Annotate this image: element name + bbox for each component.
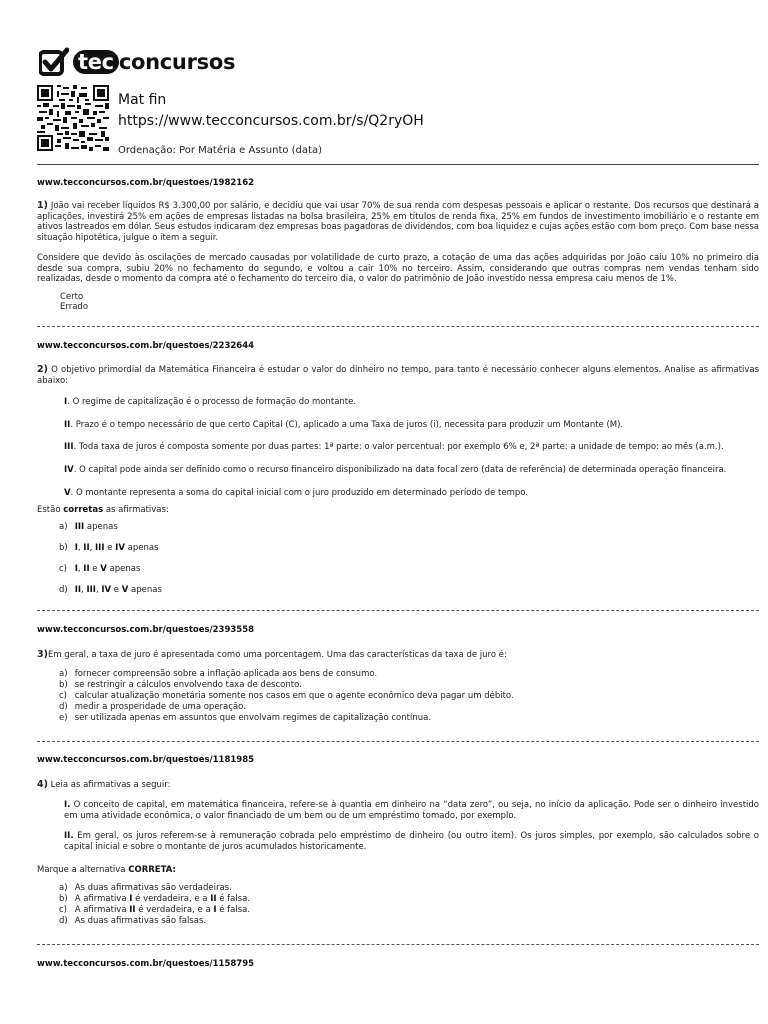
question-number: 4): [37, 779, 48, 790]
option-bold: IV: [101, 585, 112, 595]
tecconcursos-logo[interactable]: [39, 46, 235, 78]
answer-option[interactable]: [59, 894, 759, 905]
answer-option[interactable]: [59, 702, 759, 713]
answer-option[interactable]: [59, 564, 759, 585]
option-text: As duas afirmativas são falsas.: [74, 916, 207, 926]
question-link[interactable]: www.tecconcursos.com.br/questoes/2232644: [37, 341, 255, 351]
option-text: apenas: [84, 522, 118, 532]
option-text: se restringir a cálculos envolvendo taxa de desconto.: [74, 680, 302, 690]
answer-option[interactable]: [59, 905, 759, 916]
answer-option[interactable]: [59, 713, 759, 724]
option-letter: e): [59, 713, 68, 723]
option-text: e: [104, 543, 116, 553]
question-link[interactable]: www.tecconcursos.com.br/questoes/1181985: [37, 755, 255, 765]
option-bold: III: [95, 543, 105, 553]
answer-option[interactable]: [59, 691, 759, 702]
share-url[interactable]: https://www.tecconcursos.com.br/s/Q2ryOH: [118, 113, 424, 129]
option-text: é falsa.: [216, 905, 251, 915]
option-letter: b): [59, 680, 68, 690]
question-divider: [37, 944, 759, 945]
option-text: apenas: [128, 585, 162, 595]
question-divider: [37, 326, 759, 327]
question-3-options: [37, 669, 759, 724]
statement-text: . O capital pode ainda ser definido como o recurso financeiro disponibilizado na data focal zero (data de referência) de determinada operação financeira.: [73, 465, 727, 475]
option-bold: III: [86, 585, 96, 595]
question-3-stem: Em geral, a taxa de juro é apresentada como uma porcentagem. Uma das características da taxa de juro é:: [47, 650, 507, 660]
question-3: [37, 650, 759, 661]
statement-item: [64, 442, 759, 465]
question-4-options: [37, 883, 759, 927]
question-4-stem: Leia as afirmativas a seguir:: [50, 780, 171, 790]
option-text: é verdadeira, e a: [135, 905, 214, 915]
option-bold: III: [74, 522, 85, 532]
statement-text: . Prazo é o tempo necessário de que certo Capital (C), aplicado a uma Taxa de juros (i), necessita para produzir um Montante (M).: [70, 420, 624, 430]
option-text: e: [111, 585, 122, 595]
option-letter: c): [59, 905, 67, 915]
prompt-text: as afirmativas:: [103, 505, 169, 515]
option-letter: a): [59, 522, 68, 532]
question-link[interactable]: www.tecconcursos.com.br/questoes/1158795: [37, 959, 255, 969]
option-bold: I: [74, 564, 78, 574]
question-2-prompt: [37, 505, 759, 516]
prompt-bold: CORRETA:: [128, 865, 176, 875]
header-info: [118, 90, 424, 158]
option-letter: d): [59, 702, 68, 712]
statement-label: I.: [64, 800, 71, 810]
option-bold: V: [100, 564, 107, 574]
option-text: ,: [77, 543, 84, 553]
question-2-stem: [37, 365, 759, 386]
statement-label: IV: [64, 465, 74, 475]
prompt-text: Marque a alternativa: [37, 865, 129, 875]
option-text: As duas afirmativas são verdadeiras.: [74, 883, 232, 893]
answer-option[interactable]: [59, 883, 759, 894]
question-1-statement: Considere que devido às oscilações de mercado causadas por volatilidade de curto prazo, a cotação de uma das ações adquiridas por João caiu 10% no primeiro dia desde sua compra, subiu 20% no fechamento do segundo, e voltou a cair 10% no terceiro. Assim, considerando que outras compras nem vendas tenham sido realizadas, desde o momento da compra até o fechamento do terceiro dia, o valor do patrimônio de João investido nessa empresa caiu menos de 1%.: [37, 253, 759, 284]
option-letter: b): [59, 543, 68, 553]
statement-label: I: [64, 397, 68, 407]
answer-option[interactable]: [59, 669, 759, 680]
option-bold: I: [129, 894, 133, 904]
option-text: medir a prosperidade de uma operação.: [74, 702, 246, 712]
question-1-options: [37, 292, 759, 313]
statement-text: . O montante representa a soma do capital inicial com o juro produzido em determinado período de tempo.: [70, 488, 528, 498]
question-divider: [37, 610, 759, 611]
answer-option[interactable]: [59, 522, 759, 543]
statement-text: O conceito de capital, em matemática financeira, refere-se à quantia em dinheiro na “data zero”, ou seja, no início da aplicação. Pode ser o dinheiro investido em uma atividade econômica, o valor financiado de um bem ou de um empréstimo tomado, por exemplo.: [64, 800, 759, 821]
option-bold: V: [121, 585, 129, 595]
option-certo[interactable]: Certo: [60, 291, 84, 302]
option-text: A afirmativa: [74, 894, 130, 904]
option-letter: d): [59, 916, 68, 926]
option-text: apenas: [124, 543, 159, 553]
statement-label: II.: [64, 831, 74, 841]
brand-prefix: tec: [73, 50, 119, 74]
statement-item: [64, 800, 759, 821]
option-bold: II: [74, 585, 82, 595]
question-1: [37, 201, 759, 313]
header-divider: [37, 164, 759, 165]
statement-label: V: [64, 488, 71, 498]
statement-item: [64, 465, 759, 488]
option-bold: IV: [115, 543, 125, 553]
option-text: é verdadeira, e a: [132, 894, 211, 904]
option-text: ,: [89, 543, 96, 553]
question-link[interactable]: www.tecconcursos.com.br/questoes/2393558: [37, 625, 255, 635]
question-2: [37, 365, 759, 386]
option-letter: b): [59, 894, 68, 904]
statement-item: [64, 488, 759, 499]
option-letter: a): [59, 883, 68, 893]
brand-suffix: concursos: [118, 50, 236, 74]
question-number: 2): [37, 364, 48, 375]
option-bold: I: [213, 905, 217, 915]
option-text: apenas: [106, 564, 141, 574]
prompt-text: Estão: [37, 505, 64, 515]
question-4: [37, 780, 759, 791]
option-letter: c): [59, 691, 67, 701]
prompt-bold: corretas: [63, 505, 104, 515]
statement-label: III: [64, 442, 74, 452]
option-text: é falsa.: [216, 894, 251, 904]
option-errado[interactable]: Errado: [60, 302, 89, 312]
option-bold: I: [74, 543, 78, 553]
question-2-items: [37, 397, 759, 499]
question-number: 1): [37, 200, 48, 211]
question-2-stem-text: O objetivo primordial da Matemática Financeira é estudar o valor do dinheiro no tempo, para tanto é necessário conhecer alguns elementos. Analise as afirmativas abaixo:: [37, 365, 759, 386]
option-bold: II: [83, 543, 90, 553]
question-4-items: [37, 800, 759, 852]
option-text: ,: [77, 564, 84, 574]
answer-option[interactable]: [59, 680, 759, 691]
option-text: A afirmativa: [74, 905, 130, 915]
option-text: fornecer compreensão sobre a inflação aplicada aos bens de consumo.: [74, 669, 378, 679]
qr-code[interactable]: [37, 85, 109, 151]
question-4-prompt: [37, 865, 759, 876]
answer-option[interactable]: [59, 916, 759, 927]
question-2-options: [37, 522, 759, 596]
statement-item: [64, 831, 759, 852]
question-link[interactable]: www.tecconcursos.com.br/questoes/1982162: [37, 178, 255, 188]
page-title: Mat fin: [118, 92, 167, 108]
question-number: 3): [37, 649, 48, 660]
option-letter: a): [59, 669, 68, 679]
answer-option[interactable]: [59, 543, 759, 564]
option-text: calcular atualização monetária somente nos casos em que o agente econômico deva pagar um débito.: [74, 691, 514, 701]
statement-text: . Toda taxa de juros é composta somente por duas partes: 1ª parte: o valor percentual: por exemplo 6% e, 2ª parte: a unidade de tempo: ao mês (a.m.).: [73, 442, 724, 452]
statement-text: Em geral, os juros referem-se à remuneração cobrada pelo empréstimo de dinheiro (ou outro item). Os juros simples, por exemplo, são calculados sobre o capital inicial e sobre o montante de juros acumulados historicamente.: [64, 831, 759, 852]
option-text: ,: [81, 585, 87, 595]
option-letter: d): [59, 585, 68, 595]
option-text: ,: [95, 585, 102, 595]
answer-option[interactable]: [59, 585, 759, 596]
statement-text: . O regime de capitalização é o processo de formação do montante.: [67, 397, 357, 407]
option-text: ser utilizada apenas em assuntos que envolvam regimes de capitalização contínua.: [74, 713, 432, 723]
question-divider: [37, 741, 759, 742]
brand-name: [73, 47, 235, 77]
option-letter: c): [59, 564, 67, 574]
statement-item: [64, 397, 759, 420]
option-bold: II: [210, 894, 217, 904]
ordering-label: Ordenação: Por Matéria e Assunto (data): [118, 145, 322, 156]
option-bold: II: [83, 564, 90, 574]
option-bold: II: [129, 905, 136, 915]
statement-label: II: [64, 420, 71, 430]
statement-item: [64, 420, 759, 442]
question-1-context: João vai receber líquidos R$ 3.300,00 por salário, e decidiu que vai usar 70% de sua renda com despesas pessoais e aplicar o restante. Dos recursos que destinará a aplicações, investirá 25% em ações de empresas listadas na bolsa brasileira, 25% em títulos de renda fixa, 25% em fundos de investimento imobiliário e o restante em ativos lastreados em dólar. Seus estudos indicaram dez empresas boas pagadoras de dividendos, com boa liquidez e cujas ações estão com bom preço. Com base nessa situação hipotética, julgue o item a seguir.: [37, 201, 760, 243]
checkmark-icon: [39, 47, 69, 77]
question-1-text: [37, 201, 759, 243]
option-text: e: [89, 564, 101, 574]
